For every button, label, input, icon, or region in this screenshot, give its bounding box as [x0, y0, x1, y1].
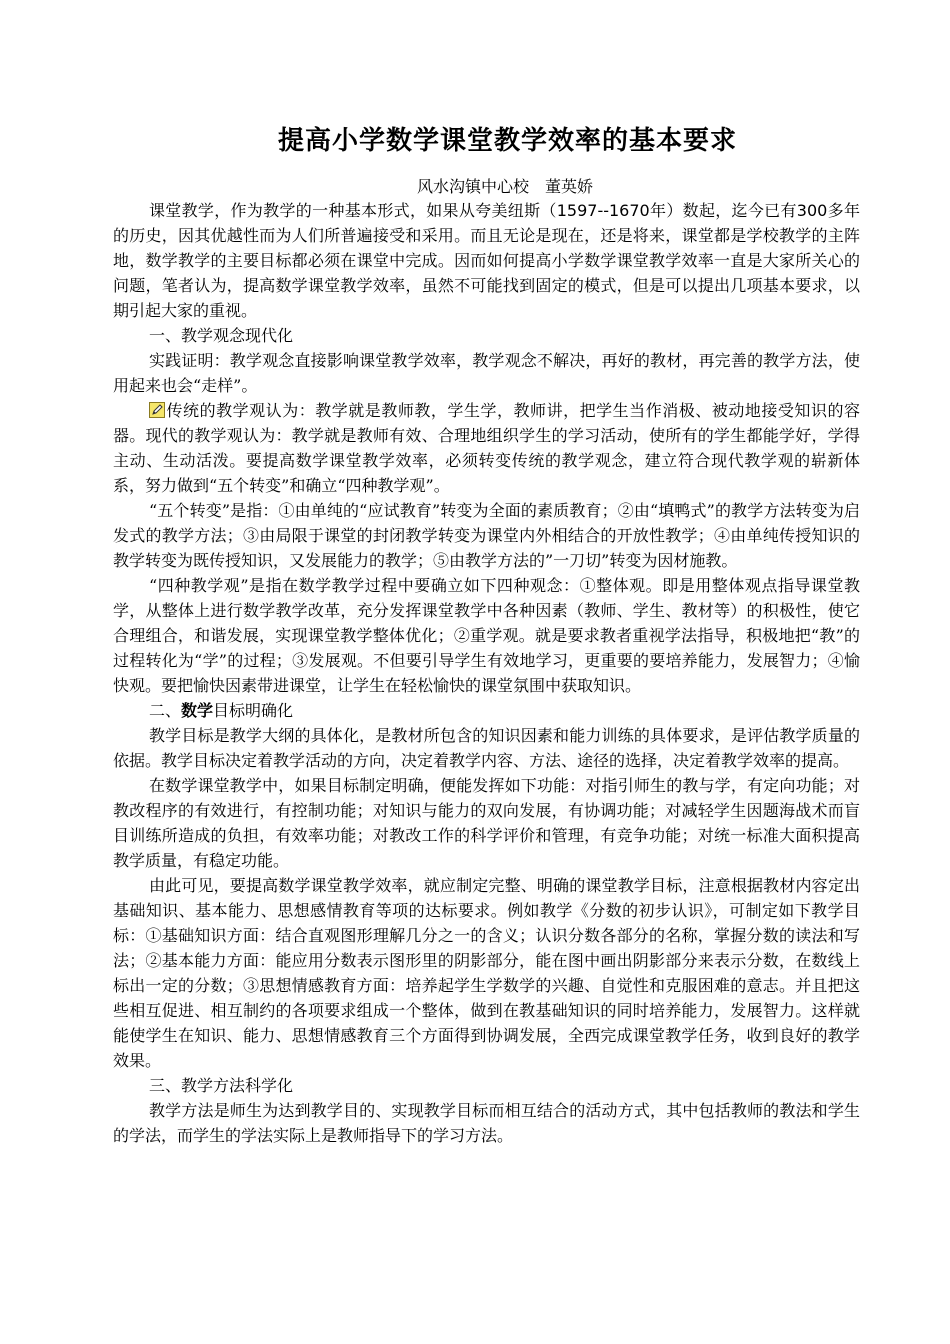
- year-count: 300: [796, 201, 828, 220]
- author-line: 风水沟镇中心校 董英娇: [416, 177, 593, 196]
- year-range: 1597--1670: [556, 201, 650, 220]
- paragraph-example: 由此可见，要提高数学课堂教学效率，就应制定完整、明确的课堂教学目标，注意根据教材内容定出基础知识、基本能力、思想感情教育等项的达标要求。例如教学《分数的初步认识》，可制定如下教学目标：①基础知识方面：结合直观图形理解几分之一的含义；认识分数各部分的名称，掌握分数的读法和写法；②基本能力方面：能应用分数表示图形里的阴影部分，能在图中画出阴影部分来表示分数，在数线上标出一定的分数；③思想情感教育方面：培养起学生学数学的兴趣、自觉性和克服困难的意志。并且把这些相互促进、相互制约的各项要求组成一个整体，做到在教基础知识的同时培养能力，发展智力。这样就能使学生在知识、能力、思想情感教育三个方面得到协调发展，全西完成课堂教学任务，收到良好的教学效果。: [113, 876, 860, 1070]
- document-title: 提高小学数学课堂教学效率的基本要求: [277, 126, 737, 156]
- document-body: [113, 198, 860, 1148]
- paragraph-text: 年）数起，迄今已有: [649, 201, 797, 220]
- paragraph-intro: [113, 198, 860, 323]
- paragraph-four-views: “四种教学观”是指在数学教学过程中要确立如下四种观念：①整体观。即是用整体观点指导课堂教学，从整体上进行数学教学改革，充分发挥课堂教学中各种因素（教师、学生、教材等）的积极性，使它合理组合，和谐发展，实现课堂教学整体优化；②重学观。就是要求教者重视学法指导，积极地把“教”的过程转化为“学”的过程；③发展观。不但要引导学生有效地学习，更重要的要培养能力，发展智力；④愉快观。要把愉快因素带进课堂，让学生在轻松愉快的课堂氛围中获取知识。: [113, 576, 860, 695]
- paragraph-text: 课堂教学，作为教学的一种基本形式，如果从夸美纽斯（: [149, 201, 557, 220]
- paragraph-functions: 在数学课堂教学中，如果目标制定明确，便能发挥如下功能：对指引师生的教与学，有定向功能；对教改程序的有效进行，有控制功能；对知识与能力的双向发展，有协调功能；对减轻学生因题海战术而盲目训练所造成的负担，有效率功能；对教改工作的科学评价和管理，有竞争功能；对统一标准大面积提高教学质量，有稳定功能。: [113, 776, 860, 870]
- section-heading-2: [113, 698, 860, 723]
- paragraph-traditional: [113, 398, 860, 498]
- section-heading-1: 一、教学观念现代化: [149, 326, 294, 345]
- paragraph-text: 多年的历史，因其优越性而为人们所普遍接受和采用。而且无论是现在，还是将来，课堂都是学校教学的主阵地，数学教学的主要目标都必须在课堂中完成。因而如何提高小学数学课堂教学效率一直是大家所关心的问题，笔者认为，提高数学课堂教学效率，虽然不可能找到固定的模式，但是可以提出几项基本要求，以期引起大家的重视。: [113, 201, 860, 320]
- pencil-note-icon[interactable]: [149, 402, 165, 418]
- heading-number: 二、: [149, 701, 182, 720]
- paragraph-goals: 教学目标是教学大纲的具体化，是教材所包含的知识因素和能力训练的具体要求，是评估教学质量的依据。教学目标决定着教学活动的方向，决定着教学内容、方法、途径的选择，决定着教学效率的提高。: [113, 726, 860, 770]
- paragraph-practice: 实践证明：教学观念直接影响课堂教学效率，教学观念不解决，再好的教材，再完善的教学方法，使用起来也会“走样”。: [113, 351, 860, 395]
- section-heading-3: 三、教学方法科学化: [149, 1076, 294, 1095]
- paragraph-text: 传统的教学观认为：教学就是教师教，学生学，教师讲，把学生当作消极、被动地接受知识的容器。现代的教学观认为：教学就是教师有效、合理地组织学生的学习活动，使所有的学生都能学好，学得主动、生动活泼。要提高数学课堂教学效率，必须转变传统的教学观念，建立符合现代教学观的崭新体系，努力做到“五个转变”和确立“四种教学观”。: [113, 401, 860, 495]
- paragraph-methods: 教学方法是师生为达到教学目的、实现教学目标而相互结合的活动方式，其中包括教师的教法和学生的学法，而学生的学法实际上是教师指导下的学习方法。: [113, 1101, 860, 1145]
- paragraph-five-changes: “五个转变”是指：①由单纯的“应试教育”转变为全面的素质教育；②由“填鸭式”的教学方法转变为启发式的教学方法；③由局限于课堂的封闭教学转变为课堂内外相结合的开放性教学；④由单纯传授知识的教学转变为既传授知识，又发展能力的教学；⑤由教学方法的”一刀切”转变为因材施教。: [113, 501, 860, 570]
- heading-bold-word: 数学: [181, 701, 214, 720]
- heading-text: 目标明确化: [213, 701, 294, 720]
